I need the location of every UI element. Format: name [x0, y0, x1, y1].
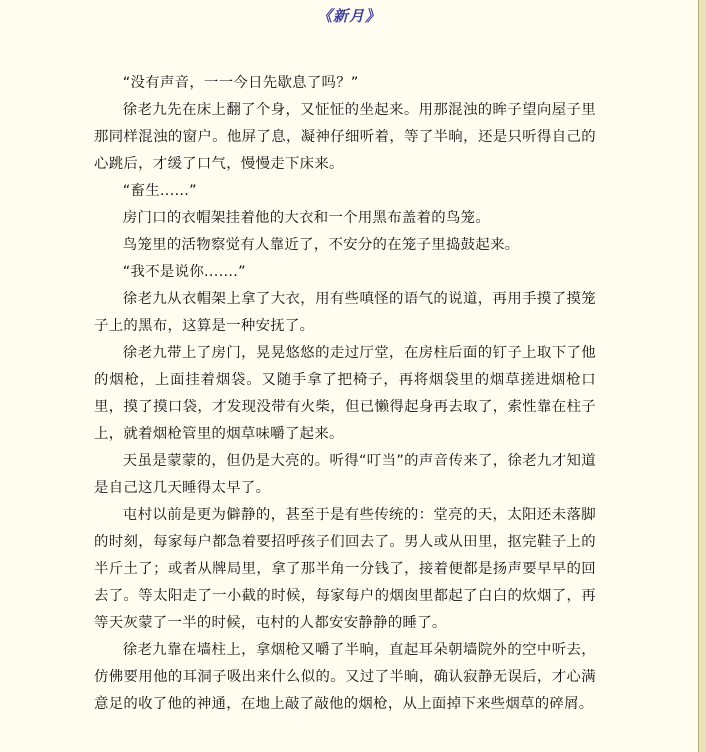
paragraph-8: 徐老九带上了房门，晃晃悠悠的走过厅堂，在房柱后面的钉子上取下了他的烟枪，上面挂着烟袋。又随手拿了把椅子，再将烟袋里的烟草搓进烟枪口里，摸了摸口袋，才发现没带有火柴，但已懒得起身再去取了，索性靠在柱子上，就着烟枪管里的烟草味嚼了起来。 [94, 345, 596, 442]
paragraph-6: “我不是说你.......” [122, 264, 246, 280]
paragraph-9: 天虽是蒙蒙的，但仍是大亮的。听得“叮当”的声音传来了，徐老九才知道是自己这几天睡得太早了。 [94, 453, 596, 496]
paragraph-11: 徐老九靠在墙柱上，拿烟枪又嚼了半晌，直起耳朵朝墙院外的空中听去，仿佛要用他的耳洞子吸出来什么似的。又过了半晌，确认寂静无误后，才心满意足的收了他的神通，在地上敲了敲他的烟枪，从上面掉下来些烟草的碎屑。 [94, 642, 596, 712]
paragraph-1: “没有声音，一一今日先歇息了吗？” [122, 75, 359, 91]
paragraph-10: 屯村以前是更为僻静的，甚至于是有些传统的：堂亮的天，太阳还未落脚的时刻，每家每户都急着要招呼孩子们回去了。男人或从田里，抠完鞋子上的半斤土了；或者从牌局里，拿了那半角一分钱了，接着便都是扬声要早早的回去了。等太阳走了一小截的时候，每家每户的烟囱里都起了白白的炊烟了，再等天灰蒙了一半的时候，屯村的人都安安静静的睡了。 [94, 507, 596, 631]
paragraph-3: “畜生......” [122, 183, 197, 199]
paragraph-4: 房门口的衣帽架挂着他的大衣和一个用黑布盖着的鸟笼。 [122, 210, 491, 226]
window-right-border [698, 0, 706, 752]
document-body [94, 70, 596, 718]
paragraph-7: 徐老九从衣帽架上拿了大衣，用有些嗔怪的语气的说道，再用手摸了摸笼子上的黑布，这算是一种安抚了。 [94, 291, 596, 334]
paragraph-5: 鸟笼里的活物察觉有人靠近了，不安分的在笼子里捣鼓起来。 [122, 237, 520, 253]
document-title: 《新月》 [316, 7, 381, 25]
paragraph-2: 徐老九先在床上翻了个身，又怔怔的坐起来。用那混浊的眸子望向屋子里那同样混浊的窗户。他屏了息，凝神仔细听着，等了半晌，还是只听得自己的心跳后，才缓了口气，慢慢走下床来。 [94, 102, 596, 172]
